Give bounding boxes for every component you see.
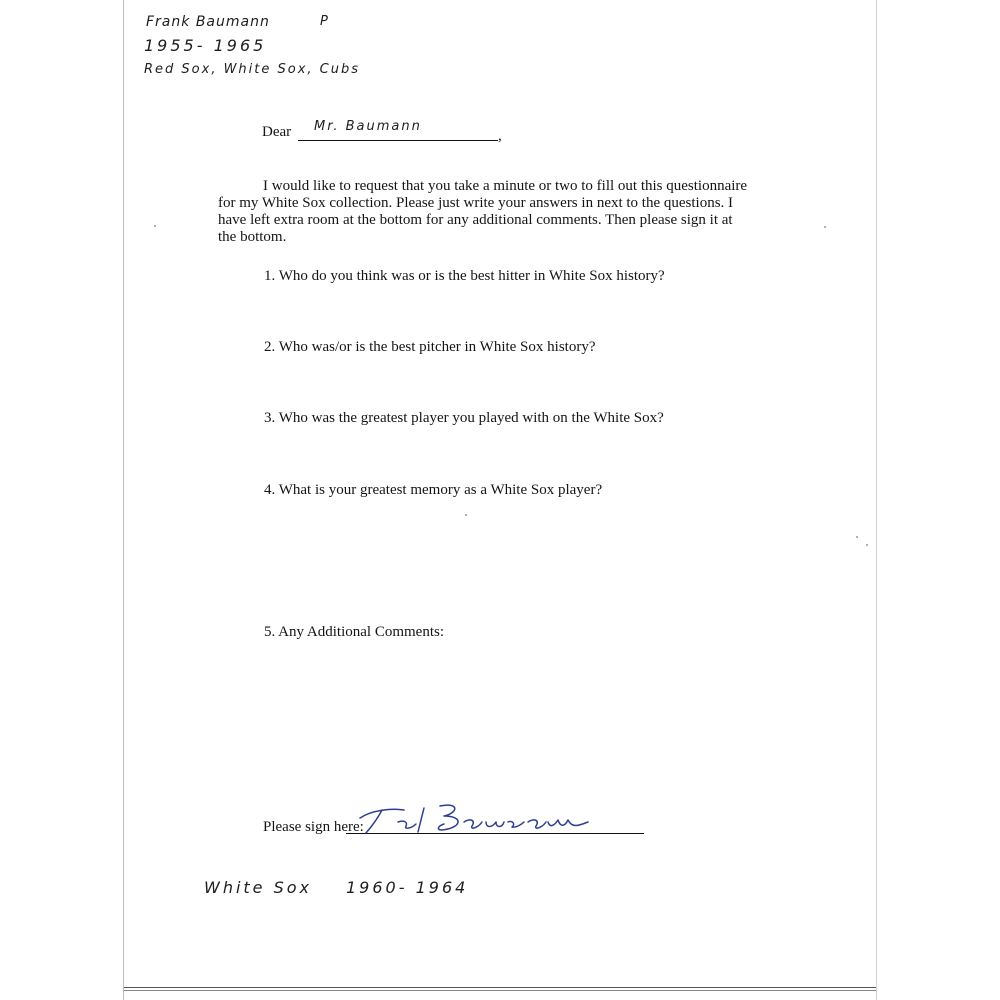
page-bottom-edge [124, 987, 876, 991]
intro-line: have left extra room at the bottom for any additional comments. Then please sign it at [218, 212, 733, 228]
scan-speck [866, 544, 868, 546]
sign-label: Please sign here: [263, 819, 364, 835]
question-2: 2. Who was/or is the best pitcher in White Sox history? [264, 339, 596, 355]
scan-speck [154, 225, 156, 227]
signature-image [352, 800, 602, 840]
questionnaire-page [123, 0, 877, 1000]
handwritten-white-sox: White Sox [204, 878, 313, 897]
question-1: 1. Who do you think was or is the best hitter in White Sox history? [264, 268, 665, 284]
handwritten-teams: Red Sox, White Sox, Cubs [144, 62, 361, 77]
salutation-comma: , [498, 128, 502, 144]
scan-speck [465, 514, 467, 516]
scan-speck [824, 226, 826, 228]
question-4: 4. What is your greatest memory as a White Sox player? [264, 482, 603, 498]
intro-line: the bottom. [218, 229, 287, 245]
intro-paragraph [218, 178, 778, 246]
recipient-name: Mr. Baumann [314, 119, 422, 134]
handwritten-player-name: Frank Baumann [146, 14, 270, 30]
question-3: 3. Who was the greatest player you played with on the White Sox? [264, 410, 664, 426]
intro-line: I would like to request that you take a minute or two to fill out this questionnaire [263, 178, 748, 194]
handwritten-white-sox-years: 1960- 1964 [346, 878, 469, 897]
handwritten-career-years: 1955- 1965 [144, 36, 267, 55]
salutation: Dear [262, 124, 292, 140]
handwritten-position: P [320, 14, 330, 29]
question-5: 5. Any Additional Comments: [264, 624, 445, 640]
intro-line: for my White Sox collection. Please just write your answers in next to the questions. I [218, 195, 734, 211]
scan-speck [856, 536, 858, 538]
